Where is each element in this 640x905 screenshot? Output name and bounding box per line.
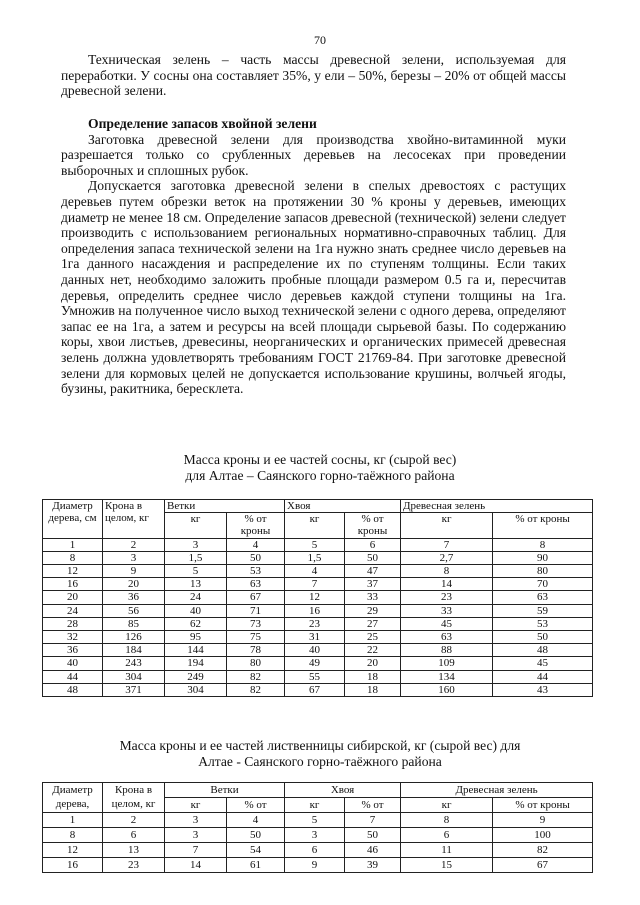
table-cell: 23: [103, 858, 165, 873]
table-cell: 304: [165, 683, 227, 696]
table-cell: 67: [227, 591, 285, 604]
table2-header-row: [43, 783, 593, 798]
table-cell: 12: [43, 565, 103, 578]
table-cell: 82: [493, 843, 593, 858]
column-number-cell: 8: [401, 813, 493, 828]
table-cell: 80: [493, 565, 593, 578]
column-number-cell: 4: [227, 538, 285, 551]
table-cell: 59: [493, 604, 593, 617]
table-cell: 54: [227, 843, 285, 858]
table-cell: 23: [285, 617, 345, 630]
column-number-cell: 5: [285, 538, 345, 551]
table2-header-diameter: Диаметр дерева,: [43, 783, 103, 813]
table-cell: 11: [401, 843, 493, 858]
table1-sub-green-kg: кг: [401, 513, 493, 538]
table-cell: 6: [285, 843, 345, 858]
table2-sub-branches-pct: % от: [227, 798, 285, 813]
table-cell: 32: [43, 631, 103, 644]
table-cell: 44: [43, 670, 103, 683]
column-number-cell: 7: [345, 813, 401, 828]
table-cell: 40: [165, 604, 227, 617]
section-paragraph-2: Допускается заготовка древесной зелени в спелых древостоях с растущих деревьев путем обрезки веток на протяжении 30 % кроны у деревьев, имеющих диаметр не менее 18 см. Определение запасов древесной (технической) зелени следует производить с использованием региональных нормативно-справочных таблиц. Для определения запаса технической зелени на 1га нужно знать среднее число деревьев на 1га данного насаждения и распределение их по ступеням толщины. Если таких данных нет, необходимо заложить пробные площади размером 0.5 га и, пересчитав деревья, определить среднее число деревьев каждой ступени толщины на 1га. Умножив на полученное число выход технической зелени с одного дерева, определяют запас ее на 1га, а затем и ресурсы на всей площади сырьевой базы. По содержанию коры, хвои листьев, древесины, неорганических и органических примесей древесная зелень должна удовлетворять требованиям ГОСТ 21769-84. При заготовке древесной зелени для кормовых целей не допускается использование крушины, волчьей ягоды, бузины, ракитника, бересклета.: [61, 178, 566, 397]
table-cell: 8: [43, 551, 103, 564]
table2-sub-needles-pct: % от: [345, 798, 401, 813]
table1-data-row: [43, 644, 593, 657]
table-cell: 16: [43, 578, 103, 591]
table-cell: 50: [345, 551, 401, 564]
table-cell: 1,5: [165, 551, 227, 564]
table1-caption-line1: Масса кроны и ее частей сосны, кг (сырой вес): [183, 452, 457, 467]
table2-column-numbers-row: [43, 813, 593, 828]
table-cell: 36: [103, 591, 165, 604]
table-cell: 20: [43, 591, 103, 604]
table1-data-row: [43, 604, 593, 617]
table2-sub-branches-kg: кг: [165, 798, 227, 813]
column-number-cell: 9: [493, 813, 593, 828]
table-cell: 304: [103, 670, 165, 683]
table-cell: 20: [103, 578, 165, 591]
table-cell: 6: [103, 828, 165, 843]
table1-sub-branches-kg: кг: [165, 513, 227, 538]
table-cell: 46: [345, 843, 401, 858]
table-cell: 50: [227, 551, 285, 564]
table1-caption-line2: для Алтае – Саянского горно-таёжного района: [185, 468, 455, 483]
table-cell: 31: [285, 631, 345, 644]
table1-data-row: [43, 578, 593, 591]
table-cell: 18: [345, 683, 401, 696]
table-cell: 53: [227, 565, 285, 578]
table2-data-row: [43, 828, 593, 843]
table1-caption: [0, 452, 640, 484]
table-cell: 16: [285, 604, 345, 617]
table-cell: 63: [493, 591, 593, 604]
table-cell: 50: [227, 828, 285, 843]
table-cell: 88: [401, 644, 493, 657]
table-cell: 7: [165, 843, 227, 858]
table-cell: 14: [165, 858, 227, 873]
table-cell: 48: [493, 644, 593, 657]
table-cell: 27: [345, 617, 401, 630]
table-cell: 12: [285, 591, 345, 604]
table1-data-row: [43, 657, 593, 670]
table2-caption-line2: Алтае - Саянского горно-таёжного района: [198, 754, 442, 769]
table-cell: 55: [285, 670, 345, 683]
table-cell: 63: [401, 631, 493, 644]
table2-caption: [0, 738, 640, 770]
table-cell: 33: [401, 604, 493, 617]
table2-caption-line1: Масса кроны и ее частей лиственницы сибирской, кг (сырой вес) для: [119, 738, 521, 753]
table2-data-row: [43, 843, 593, 858]
table-cell: 15: [401, 858, 493, 873]
column-number-cell: 3: [165, 538, 227, 551]
table-cell: 40: [285, 644, 345, 657]
table-cell: 184: [103, 644, 165, 657]
column-number-cell: 6: [345, 538, 401, 551]
table-cell: 75: [227, 631, 285, 644]
table-cell: 249: [165, 670, 227, 683]
table1-sub-branches-pct: % от кроны: [227, 513, 285, 538]
table1-header-needles: Хвоя: [285, 500, 401, 513]
table-cell: 24: [165, 591, 227, 604]
column-number-cell: 5: [285, 813, 345, 828]
table-cell: 23: [401, 591, 493, 604]
table1-header-row: [43, 500, 593, 513]
table1-data-row: [43, 631, 593, 644]
table2-sub-needles-kg: кг: [285, 798, 345, 813]
table-cell: 61: [227, 858, 285, 873]
table-cell: 243: [103, 657, 165, 670]
table-cell: 22: [345, 644, 401, 657]
table-cell: 28: [43, 617, 103, 630]
table2-data-row: [43, 858, 593, 873]
table-cell: 109: [401, 657, 493, 670]
table-cell: 2,7: [401, 551, 493, 564]
table-cell: 9: [103, 565, 165, 578]
table-cell: 4: [285, 565, 345, 578]
table1-data-row: [43, 617, 593, 630]
table-cell: 13: [165, 578, 227, 591]
table-cell: 67: [493, 858, 593, 873]
table-cell: 1,5: [285, 551, 345, 564]
table-cell: 82: [227, 683, 285, 696]
table-cell: 53: [493, 617, 593, 630]
table-cell: 8: [401, 565, 493, 578]
table-cell: 100: [493, 828, 593, 843]
table-cell: 7: [285, 578, 345, 591]
table-cell: 13: [103, 843, 165, 858]
table-cell: 85: [103, 617, 165, 630]
pine-crown-mass-table: [42, 499, 593, 697]
table1-header-diameter: Диаметр дерева, см: [43, 500, 103, 539]
table1-data-row: [43, 591, 593, 604]
table-cell: 18: [345, 670, 401, 683]
table-cell: 3: [285, 828, 345, 843]
table-cell: 40: [43, 657, 103, 670]
table-cell: 45: [493, 657, 593, 670]
table-cell: 82: [227, 670, 285, 683]
table-cell: 56: [103, 604, 165, 617]
section-heading: Определение запасов хвойной зелени: [88, 116, 317, 131]
table-cell: 36: [43, 644, 103, 657]
table-cell: 371: [103, 683, 165, 696]
table-cell: 16: [43, 858, 103, 873]
table1-sub-needles-kg: кг: [285, 513, 345, 538]
table-cell: 50: [345, 828, 401, 843]
page-number: 70: [314, 33, 326, 47]
table1-column-numbers-row: [43, 538, 593, 551]
table-cell: 44: [493, 670, 593, 683]
table-cell: 29: [345, 604, 401, 617]
table2-header-needles: Хвоя: [285, 783, 401, 798]
table2-sub-green-kg: кг: [401, 798, 493, 813]
table-cell: 47: [345, 565, 401, 578]
section-body: [61, 116, 566, 397]
table-cell: 78: [227, 644, 285, 657]
table-cell: 6: [401, 828, 493, 843]
table-cell: 14: [401, 578, 493, 591]
larch-crown-mass-table: [42, 782, 593, 873]
table1-data-row: [43, 551, 593, 564]
table-cell: 90: [493, 551, 593, 564]
table1-data-row: [43, 565, 593, 578]
column-number-cell: 3: [165, 813, 227, 828]
table-cell: 37: [345, 578, 401, 591]
intro-paragraph: Техническая зелень – часть массы древесной зелени, используемая для переработки. У сосны она составляет 35%, у ели – 50%, березы – 20% от общей массы древесной зелени.: [61, 52, 566, 99]
table-cell: 80: [227, 657, 285, 670]
table-cell: 194: [165, 657, 227, 670]
column-number-cell: 4: [227, 813, 285, 828]
table-cell: 126: [103, 631, 165, 644]
table1-sub-green-pct: % от кроны: [493, 513, 593, 538]
table-cell: 73: [227, 617, 285, 630]
table-cell: 67: [285, 683, 345, 696]
column-number-cell: 8: [493, 538, 593, 551]
table-cell: 62: [165, 617, 227, 630]
table-cell: 49: [285, 657, 345, 670]
column-number-cell: 2: [103, 538, 165, 551]
table1-sub-needles-pct: % от кроны: [345, 513, 401, 538]
table2-sub-green-pct: % от кроны: [493, 798, 593, 813]
table-cell: 50: [493, 631, 593, 644]
table-cell: 25: [345, 631, 401, 644]
table-cell: 63: [227, 578, 285, 591]
table-cell: 160: [401, 683, 493, 696]
table-cell: 9: [285, 858, 345, 873]
table-cell: 33: [345, 591, 401, 604]
table1-data-row: [43, 670, 593, 683]
section-paragraph-1: Заготовка древесной зелени для производства хвойно-витаминной муки разрешается только со срубленных деревьев на лесосеках при проведении выборочных и сплошных рубок.: [61, 131, 566, 178]
table-cell: 39: [345, 858, 401, 873]
table1-header-branches: Ветки: [165, 500, 285, 513]
table-cell: 71: [227, 604, 285, 617]
table-cell: 95: [165, 631, 227, 644]
table-cell: 3: [165, 828, 227, 843]
table2-header-green: Древесная зелень: [401, 783, 593, 798]
table2-header-branches: Ветки: [165, 783, 285, 798]
column-number-cell: 1: [43, 813, 103, 828]
table-cell: 3: [103, 551, 165, 564]
table-cell: 43: [493, 683, 593, 696]
table-cell: 70: [493, 578, 593, 591]
table-cell: 48: [43, 683, 103, 696]
table1-header-green: Древесная зелень: [401, 500, 593, 513]
column-number-cell: 1: [43, 538, 103, 551]
table-cell: 20: [345, 657, 401, 670]
table-cell: 134: [401, 670, 493, 683]
table2-header-crown: Крона в целом, кг: [103, 783, 165, 813]
table1-header-crown: Крона в целом, кг: [103, 500, 165, 539]
table-cell: 45: [401, 617, 493, 630]
table-cell: 5: [165, 565, 227, 578]
column-number-cell: 2: [103, 813, 165, 828]
table1-data-row: [43, 683, 593, 696]
table-cell: 144: [165, 644, 227, 657]
table-cell: 24: [43, 604, 103, 617]
column-number-cell: 7: [401, 538, 493, 551]
table-cell: 12: [43, 843, 103, 858]
table-cell: 8: [43, 828, 103, 843]
intro-text: [61, 52, 566, 99]
